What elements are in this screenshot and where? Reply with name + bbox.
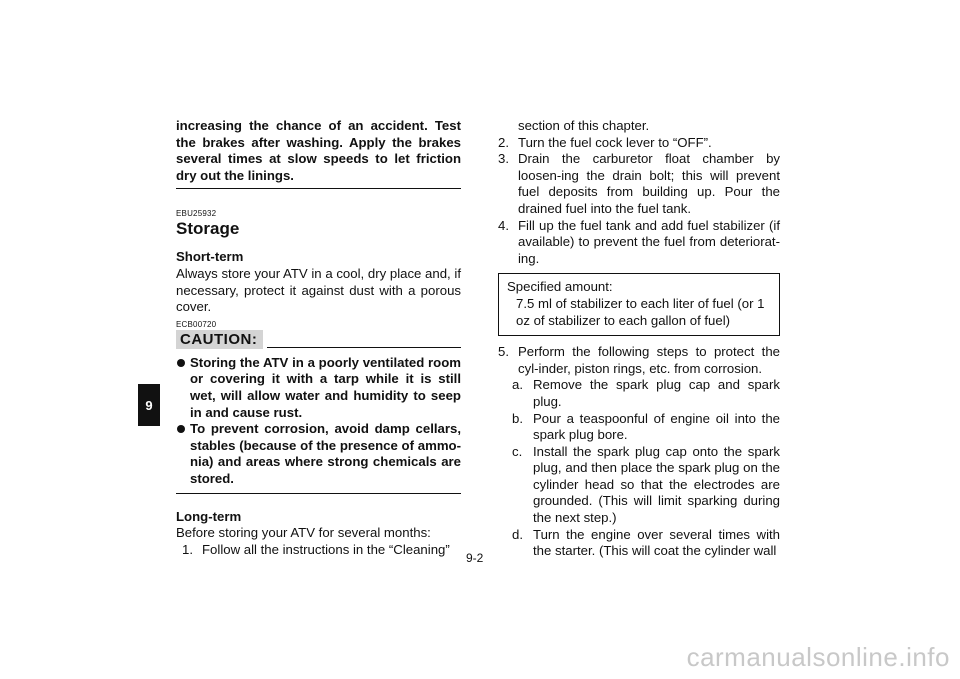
long-term-text: Before storing your ATV for several months: [176,525,431,541]
warning-continuation: increasing the chance of an accident. Test the brakes after washing. Apply the brakes several times at slow speeds to let friction dry out the linings. [176,118,461,183]
list-item: c. Install the spark plug cap onto the spark plug, and then place the spark plug on the cylinder head so that the electrodes are grounded. (This will limit sparking during the next step.) [512,443,780,526]
list-item: 4. Fill up the fuel tank and add fuel stabilizer (if available) to prevent the fuel from deteriorat-ing. [498,217,780,266]
long-term-steps [182,542,461,559]
watermark: carmanualsonline.info [686,642,950,672]
caution-label: CAUTION: [176,330,263,349]
spec-label: Specified amount: [507,279,613,295]
warning-end-rule [176,188,461,189]
list-item: 1. Follow all the instructions in the “Cleaning” [182,541,450,557]
list-item: 5. Perform the following steps to protect the cyl-inder, piston rings, etc. from corrosion. [498,344,780,376]
step5-list [498,344,780,377]
page-number: 9-2 [466,551,484,565]
section-tab: 9 [138,384,160,426]
short-term-text: Always store your ATV in a cool, dry place and, if necessary, protect it against dust with a porous cover. [176,265,461,315]
substeps-list [512,377,780,560]
steps-list [498,135,780,268]
caution-code: ECB00720 [176,319,217,329]
caution-item: To prevent corrosion, avoid damp cellars, stables (because of the presence of ammo-nia) and areas where strong chemicals are stored. [176,421,461,487]
left-column [176,118,461,558]
list-item: 3. Drain the carburetor float chamber by loosen-ing the drain bolt; this will prevent fuel deposits from building up. Pour the drained fuel into the fuel tank. [498,151,780,216]
short-term-heading: Short-term [176,249,244,265]
bullet-icon [177,359,185,367]
caution-list [176,355,461,488]
right-column [498,118,780,560]
caution-end-rule [176,493,461,494]
section-code: EBU25932 [176,209,217,219]
spec-box [498,273,780,336]
list-item: b. Pour a teaspoonful of engine oil into the spark plug bore. [512,410,780,443]
page-title: Storage [176,219,240,239]
bullet-icon [177,425,185,433]
spec-value: 7.5 ml of stabilizer to each liter of fuel (or 1 oz of stabilizer to each gallon of fuel) [516,295,765,328]
caution-item: Storing the ATV in a poorly ventilated room or covering it with a tarp while it is still wet, will allow water and humidity to seep in and cause rust. [176,355,461,421]
step1-continuation: section of this chapter. [518,118,650,133]
caution-rule [267,347,461,348]
list-item: d. Turn the engine over several times with the starter. (This will coat the cylinder wall [512,526,780,559]
list-item: 2. Turn the fuel cock lever to “OFF”. [498,134,712,150]
caution-header [176,330,461,349]
list-item: a. Remove the spark plug cap and spark plug. [512,377,780,409]
long-term-heading: Long-term [176,508,242,524]
